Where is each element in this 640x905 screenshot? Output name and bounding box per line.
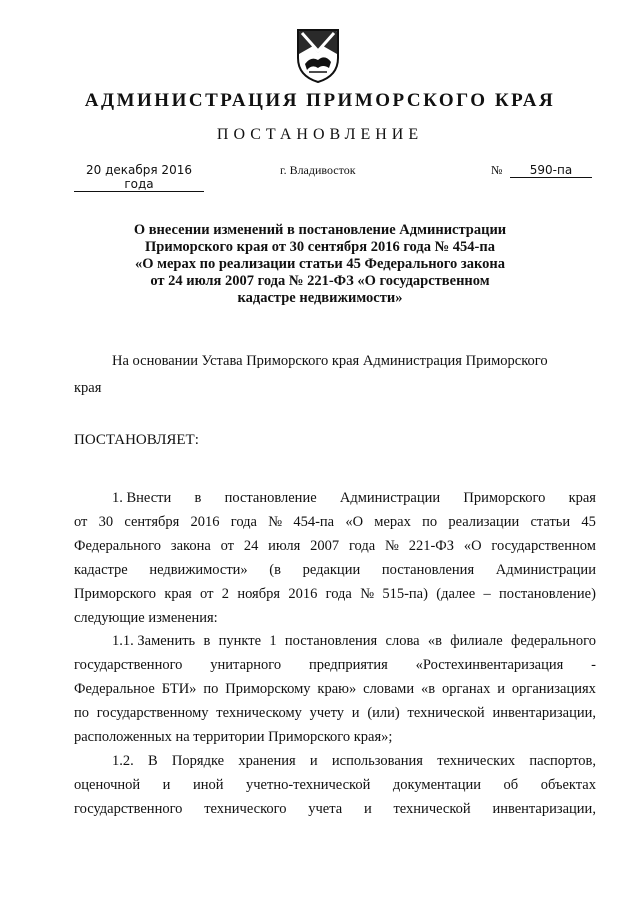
word: № — [385, 537, 399, 554]
word: технических — [437, 752, 516, 769]
word: редакции — [302, 561, 361, 578]
organization-title: АДМИНИСТРАЦИЯ ПРИМОРСКОГО КРАЯ — [84, 90, 556, 111]
text-line — [74, 583, 596, 607]
word: и — [497, 681, 505, 698]
word: края — [568, 490, 596, 506]
text-line — [74, 654, 596, 678]
title-line: О внесении изменений в постановление Администрации — [133, 222, 507, 238]
word: документации — [392, 776, 482, 793]
word: пункте — [218, 633, 262, 650]
word: технического — [204, 800, 287, 817]
word: и — [162, 776, 171, 793]
word: года — [348, 537, 376, 554]
word: (далее — [436, 585, 476, 602]
word: по — [422, 513, 438, 530]
word: «Ростехинвентаризация — [415, 657, 564, 674]
word: 2016 — [288, 585, 318, 602]
word: Федеральное — [74, 681, 155, 698]
text-line — [74, 607, 596, 631]
word: 30 — [98, 513, 114, 530]
word: «О — [345, 513, 364, 530]
word: и — [363, 800, 372, 817]
word: постановления — [381, 561, 475, 578]
document-title — [110, 222, 530, 307]
word: мерах — [374, 513, 411, 530]
text-line — [74, 774, 596, 798]
word: государственного — [74, 657, 183, 674]
word: от — [200, 585, 214, 602]
title-line: кадастре недвижимости» — [237, 290, 403, 306]
word: от — [220, 537, 235, 554]
basis-paragraph — [74, 348, 596, 402]
word: 24 — [243, 537, 259, 554]
word: оценочной — [74, 776, 141, 793]
word: словами — [363, 681, 415, 698]
word: техническому — [216, 705, 302, 722]
word: и — [351, 705, 360, 722]
word: № — [360, 585, 375, 602]
word: Администрации — [495, 561, 596, 578]
word: в — [203, 633, 211, 650]
word: постановление — [224, 490, 317, 506]
word: инвентаризации, — [492, 800, 596, 817]
word: 45 — [581, 513, 596, 530]
text-line — [74, 511, 596, 535]
word: федерального — [510, 633, 596, 650]
word: постановления — [284, 633, 378, 650]
word: от — [74, 513, 88, 530]
word: 1.2. — [112, 752, 134, 769]
word: следующие изменения: — [74, 609, 218, 626]
word: и — [309, 752, 318, 769]
title-line: от 24 июля 2007 года № 221-ФЗ «О государственном — [150, 273, 490, 289]
word: - — [591, 657, 596, 674]
word: 2 — [221, 585, 229, 602]
word: предприятия — [308, 657, 388, 674]
word: (или) — [367, 705, 400, 722]
word: – — [483, 585, 491, 602]
word: использования — [331, 752, 423, 769]
text-line — [74, 678, 596, 702]
word: 454-па — [293, 513, 335, 530]
word: 1.1. Заменить — [112, 633, 196, 650]
number-sign: № — [491, 163, 503, 177]
document-date: 20 декабря 2016 года — [74, 163, 204, 192]
text-line — [74, 702, 596, 726]
title-line: «О мерах по реализации статьи 45 Федерального закона — [134, 256, 506, 272]
word: года — [325, 585, 352, 602]
word: хранения — [238, 752, 296, 769]
word: паспортов, — [529, 752, 596, 769]
word: 1. Внести — [112, 490, 172, 506]
word: (в — [269, 561, 281, 578]
word: Приморского — [74, 585, 156, 602]
word: по — [74, 705, 90, 722]
word: органах — [441, 681, 491, 698]
word: организациях — [511, 681, 596, 698]
word: сентября — [124, 513, 180, 530]
word: 515-па) — [382, 585, 428, 602]
word: БТИ» — [161, 681, 197, 698]
word: статьи — [530, 513, 571, 530]
word: краю» — [317, 681, 357, 698]
word: 221-ФЗ — [408, 537, 455, 554]
word: Администрации — [339, 490, 441, 506]
text-line — [74, 535, 596, 559]
word: В — [148, 752, 158, 769]
word: слова — [385, 633, 420, 650]
word: унитарного — [210, 657, 282, 674]
document-type: ПОСТАНОВЛЕНИЕ — [216, 126, 424, 143]
word: года — [230, 513, 257, 530]
word: 1 — [269, 633, 277, 650]
word: 2007 — [310, 537, 340, 554]
word: кадастре — [74, 561, 128, 578]
word: реализации — [448, 513, 520, 530]
basis-line: На основании Устава Приморского края Администрация Приморского — [112, 353, 548, 369]
title-line: Приморского края от 30 сентября 2016 года № 454-па — [145, 239, 495, 255]
document-city: г. Владивосток — [280, 163, 356, 177]
word: 2016 — [190, 513, 220, 530]
word: технической — [393, 800, 471, 817]
resolution-text — [74, 487, 596, 822]
word: по — [203, 681, 219, 698]
word: инвентаризации, — [492, 705, 596, 722]
word: учета — [308, 800, 343, 817]
word: «в — [427, 633, 442, 650]
word: расположенных на территории Приморского края»; — [74, 729, 393, 746]
word: постановление) — [499, 585, 596, 602]
word: государственному — [96, 705, 209, 722]
text-line — [74, 630, 596, 654]
word: иной — [192, 776, 224, 793]
document-number: 590-па — [510, 163, 592, 178]
word: учету — [309, 705, 345, 722]
coat-of-arms-icon — [293, 24, 343, 84]
text-line — [74, 726, 596, 750]
text-line — [74, 487, 596, 511]
word: технической — [407, 705, 485, 722]
word: ноября — [237, 585, 281, 602]
word: «в — [420, 681, 436, 698]
word: объектах — [540, 776, 596, 793]
word: недвижимости» — [149, 561, 248, 578]
word: Приморского — [463, 490, 546, 506]
word: «О — [463, 537, 482, 554]
word: Порядке — [171, 752, 225, 769]
resolves-word: ПОСТАНОВЛЯЕТ: — [74, 432, 199, 448]
text-line — [74, 798, 596, 822]
word: закона — [170, 537, 211, 554]
basis-line: края — [74, 380, 102, 396]
text-line — [74, 750, 596, 774]
word: об — [503, 776, 519, 793]
word: № — [268, 513, 283, 530]
word: Федерального — [74, 537, 162, 554]
word: в — [194, 490, 202, 506]
text-line — [74, 559, 596, 583]
word: июля — [268, 537, 301, 554]
word: филиале — [450, 633, 503, 650]
word: края — [164, 585, 192, 602]
word: Приморскому — [225, 681, 311, 698]
word: государственном — [491, 537, 596, 554]
word: государственного — [74, 800, 183, 817]
word: учетно-технической — [246, 776, 371, 793]
